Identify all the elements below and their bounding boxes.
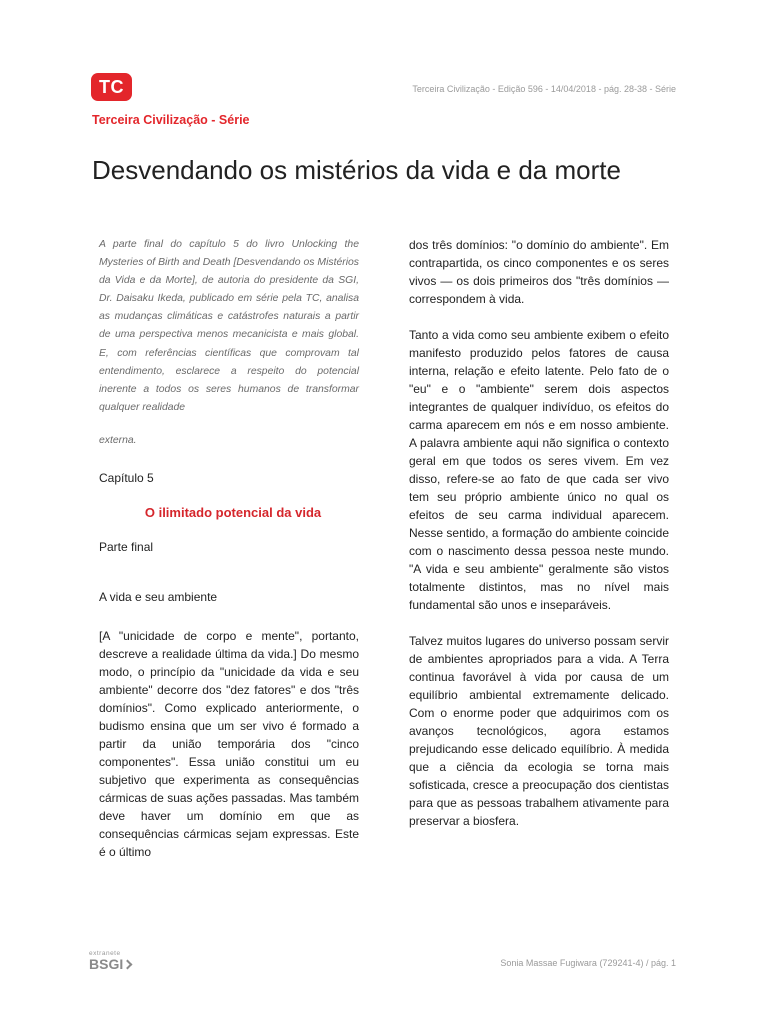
body-paragraph: Talvez muitos lugares do universo possam servir de ambientes apropriados para a vida. A Terra continua favorável à vida por causa de um equilíbrio ambiental extremamente delicado. Com o enorme poder que adquirimos com os avanços tecnológicos, agora estamos prejudicando esse delicado equilíbrio. À medida que a ciência da ecologia se torna mais sofisticada, cresce a preocupação dos cientistas para que as pessoas trabalhem ativamente para preservar a biosfera. (409, 634, 669, 828)
subheading: A vida e seu ambiente (99, 589, 218, 604)
tc-logo: TC (91, 73, 132, 101)
part-label: Parte final (99, 539, 154, 554)
article-title: Desvendando os mistérios da vida e da morte (92, 155, 621, 185)
logo-small-text: extranete (89, 950, 121, 957)
intro-text: A parte final do capítulo 5 do livro Unlocking the Mysteries of Birth and Death [Desvendando os Mistérios da Vida e da Morte], de autoria do presidente da SGI, Dr. Daisaku Ikeda, publicado em série pela TC, analisa as mudanças climáticas e catástrofes naturais a partir de uma perspectiva menos mecanicista e mais global. E, com referências científicas que comprovam tal entendimento, esclarece a respeito do potencial inerente a todos os seres humanos de transformar qualquer realidade (99, 239, 359, 413)
body-paragraph: [A "unicidade de corpo e mente", portanto, descreve a realidade última da vida.] Do mesmo modo, o princípio da "unicidade da vida e seu ambiente" decorre dos "dez fatores" e dos "três domínios". Como explicado anteriormente, o budismo ensina que um ser vivo é formado a partir da união temporária dos "cinco componentes". Essa união constitui um eu subjetivo que experimenta as consequências cármicas de suas ações passadas. Mas também deve haver um domínio em que as consequências cármicas sejam expressas. Este é o último (99, 628, 359, 859)
left-column (99, 236, 359, 861)
logo-big-text (89, 957, 149, 972)
chevron-right-icon (123, 960, 133, 970)
logo-wordmark: BSGI (89, 956, 124, 972)
bsgi-logo (89, 950, 149, 972)
footer-page-info: Sonia Massae Fugiwara (729241-4) / pág. 1 (500, 958, 676, 968)
body-paragraph: dos três domínios: "o domínio do ambiente". Em contrapartida, os cinco componentes e os seres vivos — os dois primeiros dos "três domínios — correspondem à vida. (409, 238, 669, 306)
right-column (409, 236, 669, 830)
series-label: Terceira Civilização - Série (92, 113, 250, 127)
section-title: O ilimitado potencial da vida (144, 504, 322, 520)
chapter-label: Capítulo 5 (99, 470, 154, 485)
intro-tail: externa. (99, 434, 137, 446)
edition-info: Terceira Civilização - Edição 596 - 14/04/2018 - pág. 28-38 - Série (412, 84, 676, 94)
body-paragraph: Tanto a vida como seu ambiente exibem o efeito manifesto produzido pelos fatores de causa interna, relação e efeito latente. Pelo fato de o "eu" e o "ambiente" serem dois aspectos integrantes de qualquer indivíduo, os efeitos do carma aparecem em nós e em nosso ambiente. A palavra ambiente aqui não significa o contexto geral em que todos os seres vivem. Em vez disso, refere-se ao fato de que cada ser vivo tem seu próprio ambiente único no qual os efeitos de seu carma individual aparecem. Nesse sentido, a formação do ambiente coincide com o nascimento dessa pessoa neste mundo. "A vida e seu ambiente" geralmente são vistos totalmente distintos, mas no nível mais fundamental são unos e inseparáveis. (409, 328, 669, 612)
